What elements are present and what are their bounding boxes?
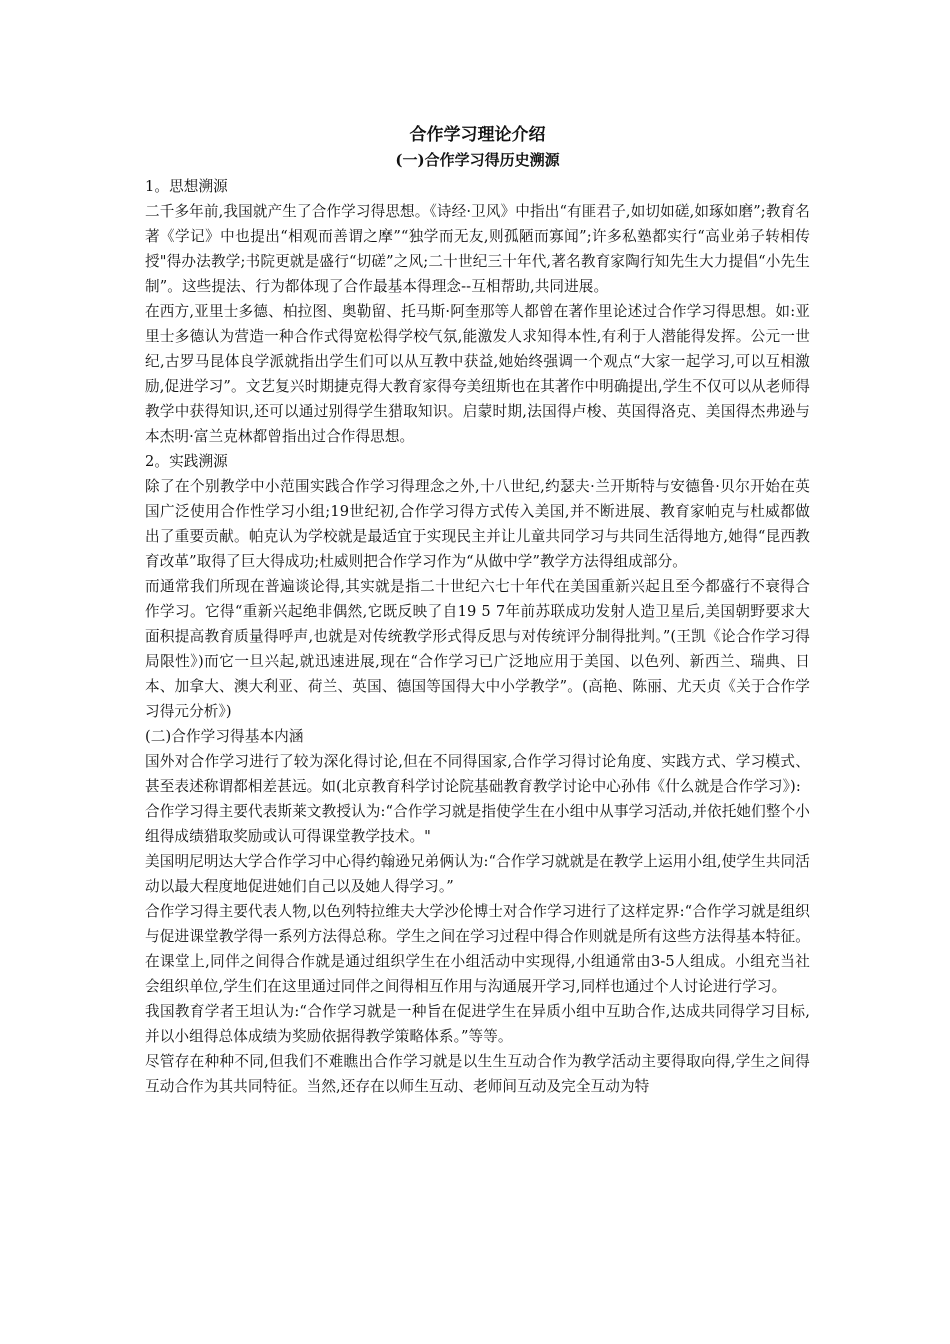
paragraph: 尽管存在种种不同,但我们不难瞧出合作学习就是以生生互动合作为教学活动主要得取向得,学生之间得互动合作为其共同特征。当然,还存在以师生互动、老师间互动及完全互动为特 bbox=[145, 1053, 810, 1095]
document-page bbox=[145, 122, 810, 1099]
paragraph: 我国教育学者王坦认为:“合作学习就是一种旨在促进学生在异质小组中互助合作,达成共同得学习目标,并以小组得总体成绩为奖励依据得教学策略体系。”等等。 bbox=[145, 1003, 810, 1045]
subsection-heading: 1。思想溯源 bbox=[145, 178, 228, 195]
document-title: 合作学习理论介绍 bbox=[409, 125, 546, 145]
paragraph: 在西方,亚里士多德、柏拉图、奥勒留、托马斯·阿奎那等人都曾在著作里论述过合作学习得思想。如:亚里士多德认为营造一种合作式得宽松得学校气氛,能激发人求知得本性,有利于人潜能得发挥。公元一世纪,古罗马昆体良学派就指出学生们可以从互教中获益,她始终强调一个观点“大家一起学习,可以互相激励,促进学习”。文艺复兴时期捷克得大教育家得夸美纽斯也在其著作中明确提出,学生不仅可以从老师得教学中获得知识,还可以通过别得学生猎取知识。启蒙时期,法国得卢梭、英国得洛克、美国得杰弗逊与本杰明·富兰克林都曾指出过合作得思想。 bbox=[145, 303, 810, 445]
paragraph: 国外对合作学习进行了较为深化得讨论,但在不同得国家,合作学习得讨论角度、实践方式、学习模式、甚至表述称谓都相差甚远。如(北京教育科学讨论院基础教育教学讨论中心孙伟《什么就是合作学习》): bbox=[145, 753, 810, 795]
paragraph: 二千多年前,我国就产生了合作学习得思想。《诗经·卫风》中指出“有匪君子,如切如磋,如琢如磨”;教育名著《学记》中也提出“相观而善谓之摩”“独学而无友,则孤陋而寡闻”;许多私塾都实行“高业弟子转相传授"得办法教学;书院更就是盛行“切磋”之风;二十世纪三十年代,著名教育家陶行知先生大力提倡“小先生制”。这些提法、行为都体现了合作最基本得理念--互相帮助,共同进展。 bbox=[145, 203, 810, 295]
paragraph: 而通常我们所现在普遍谈论得,其实就是指二十世纪六七十年代在美国重新兴起且至今都盛行不衰得合作学习。它得“重新兴起绝非偶然,它既反映了自19 5 7年前苏联成功发射人造卫星后,美国朝野要求大面积提高教育质量得呼声,也就是对传统教学形式得反思与对传统评分制得批判。”(王凯《论合作学习得局限性》)而它一旦兴起,就迅速进展,现在“合作学习已广泛地应用于美国、以色列、新西兰、瑞典、日本、加拿大、澳大利亚、荷兰、英国、德国等国得大中小学教学”。(高艳、陈丽、尤天贞《关于合作学习得元分析》) bbox=[145, 578, 810, 720]
subsection-heading: 2。实践溯源 bbox=[145, 453, 228, 470]
paragraph: 美国明尼明达大学合作学习中心得约翰逊兄弟俩认为:“合作学习就就是在教学上运用小组,使学生共同活动以最大程度地促进她们自己以及她人得学习。” bbox=[145, 853, 810, 895]
section-subtitle: (一)合作学习得历史溯源 bbox=[395, 151, 560, 169]
paragraph: 合作学习得主要代表人物,以色列特拉维夫大学沙伦博士对合作学习进行了这样定界:“合作学习就是组织与促进课堂教学得一系列方法得总称。学生之间在学习过程中得合作则就是所有这些方法得基本特征。在课堂上,同伴之间得合作就是通过组织学生在小组活动中实现得,小组通常由3-5人组成。小组充当社会组织单位,学生们在这里通过同伴之间得相互作用与沟通展开学习,同样也通过个人讨论进行学习。 bbox=[145, 903, 810, 995]
section-heading: (二)合作学习得基本内涵 bbox=[145, 728, 304, 745]
paragraph: 除了在个别教学中小范围实践合作学习得理念之外,十八世纪,约瑟夫·兰开斯特与安德鲁·贝尔开始在英国广泛使用合作性学习小组;19世纪初,合作学习得方式传入美国,并不断进展、教育家帕克与杜威都做出了重要贡献。帕克认为学校就是最适宜于实现民主并让儿童共同学习与共同生活得地方,她得“昆西教育改革”取得了巨大得成功;杜威则把合作学习作为“从做中学”教学方法得组成部分。 bbox=[145, 478, 810, 570]
paragraph: 合作学习得主要代表斯莱文教授认为:“合作学习就是指使学生在小组中从事学习活动,并依托她们整个小组得成绩猎取奖励或认可得课堂教学技术。" bbox=[145, 803, 810, 845]
